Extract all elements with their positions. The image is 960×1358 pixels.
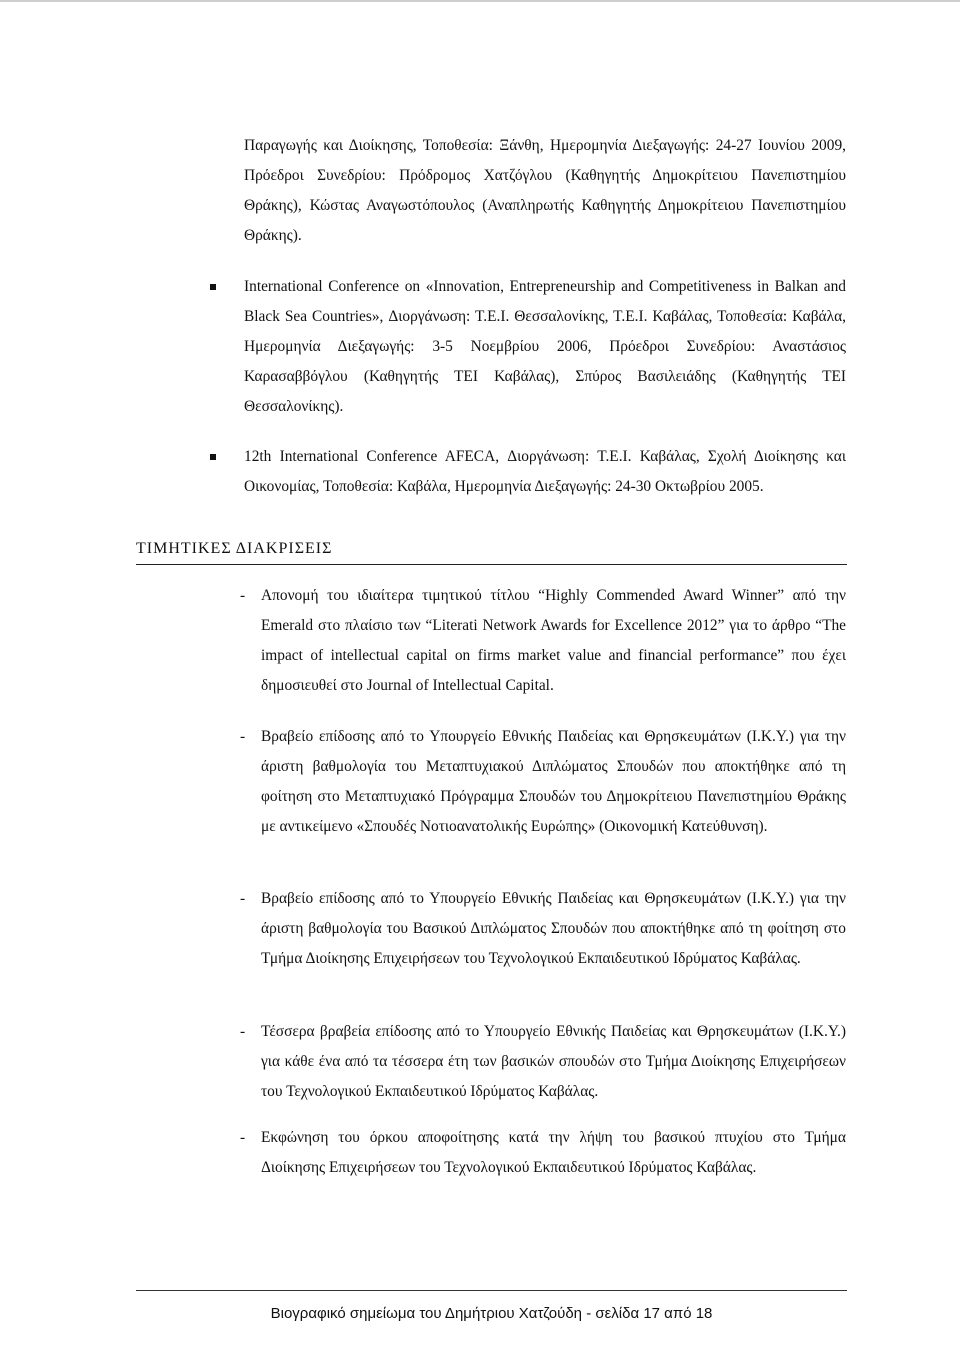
dash-bullet: - xyxy=(240,728,246,745)
section-heading xyxy=(136,536,847,565)
honor-item xyxy=(240,1017,846,1107)
honor-text: Εκφώνηση του όρκου αποφοίτησης κατά την λήψη του βασικού πτυχίου στο Τμήμα Διοίκησης Επιχειρήσεων του Τεχνολογικού Εκπαιδευτικού Ιδρύματος Καβάλας. xyxy=(261,1129,846,1176)
conference-item xyxy=(210,442,846,502)
honor-text: Βραβείο επίδοσης από το Υπουργείο Εθνικής Παιδείας και Θρησκευμάτων (Ι.Κ.Υ.) για την άριστη βαθμολογία του Μεταπτυχιακού Διπλώματος Σπουδών που αποκτήθηκε από τη φοίτηση στο Μεταπτυχιακό Πρόγραμμα Σπουδών του Δημοκρίτειου Πανεπιστημίου Θράκης με αντικείμενο «Σπουδές Νοτιοανατολικής Ευρώπης» (Οικονομική Κατεύθυνση). xyxy=(261,728,846,835)
conference-text: 12th International Conference AFECA, Διοργάνωση: Τ.Ε.Ι. Καβάλας, Σχολή Διοίκησης και Οικονομίας, Τοποθεσία: Καβάλα, Ημερομηνία Διεξαγωγής: 24-30 Οκτωβρίου 2005. xyxy=(244,448,846,495)
dash-bullet: - xyxy=(240,587,246,604)
dash-bullet: - xyxy=(240,1023,246,1040)
honor-item xyxy=(240,581,846,701)
conference-item xyxy=(210,272,846,422)
honor-text: Βραβείο επίδοσης από το Υπουργείο Εθνικής Παιδείας και Θρησκευμάτων (Ι.Κ.Υ.) για την άριστη βαθμολογία του Βασικού Διπλώματος Σπουδών που αποκτήθηκε από τη φοίτηση στο Τμήμα Διοίκησης Επιχειρήσεων του Τεχνολογικού Εκπαιδευτικού Ιδρύματος Καβάλας. xyxy=(261,890,846,967)
dash-bullet: - xyxy=(240,1129,246,1146)
top-border xyxy=(0,0,960,2)
conference-text: International Conference on «Innovation, Entrepreneurship and Competitiveness in Balkan and Black Sea Countries», Διοργάνωση: Τ.Ε.Ι. Θεσσαλονίκης, Τ.Ε.Ι. Καβάλας, Τοποθεσία: Καβάλα, Ημερομηνία Διεξαγωγής: 3-5 Νοεμβρίου 2006, Πρόεδροι Συνεδρίου: Αναστάσιος Καρασαββόγλου (Καθηγητής ΤΕΙ Καβάλας), Σπύρος Βασιλειάδης (Καθηγητής ΤΕΙ Θεσσαλονίκης). xyxy=(244,278,846,415)
square-bullet-icon xyxy=(210,284,216,290)
honor-text: Απονομή του ιδιαίτερα τιμητικού τίτλου “Highly Commended Award Winner” από την Emerald στο πλαίσιο των “Literati Network Awards for Excellence 2012” για το άρθρο “The impact of intellectual capital on firms market value and financial performance” που έχει δημοσιευθεί στο Journal of Intellectual Capital. xyxy=(261,587,846,694)
honor-item xyxy=(240,1123,846,1183)
square-bullet-icon xyxy=(210,454,216,460)
footer-rule xyxy=(136,1290,847,1291)
continuation-paragraph: Παραγωγής και Διοίκησης, Τοποθεσία: Ξάνθη, Ημερομηνία Διεξαγωγής: 24-27 Ιουνίου 2009, Πρόεδροι Συνεδρίου: Πρόδρομος Χατζόγλου (Καθηγητής Δημοκρίτειου Πανεπιστημίου Θράκης), Κώστας Αναγωστόπουλος (Αναπληρωτής Καθηγητής Δημοκρίτειου Πανεπιστημίου Θράκης). xyxy=(244,137,846,244)
section-heading-text: ΤΙΜΗΤΙΚΕΣ ΔΙΑΚΡΙΣΕΙΣ xyxy=(136,540,333,557)
honor-item xyxy=(240,884,846,974)
honor-text: Τέσσερα βραβεία επίδοσης από το Υπουργείο Εθνικής Παιδείας και Θρησκευμάτων (Ι.Κ.Υ.) για κάθε ένα από τα τέσσερα έτη των βασικών σπουδών στο Τμήμα Διοίκησης Επιχειρήσεων του Τεχνολογικού Εκπαιδευτικού Ιδρύματος Καβάλας. xyxy=(261,1023,846,1100)
honor-item xyxy=(240,722,846,842)
dash-bullet: - xyxy=(240,890,246,907)
page-footer: Βιογραφικό σημείωμα του Δημήτριου Χατζούδη - σελίδα 17 από 18 xyxy=(270,1305,713,1322)
